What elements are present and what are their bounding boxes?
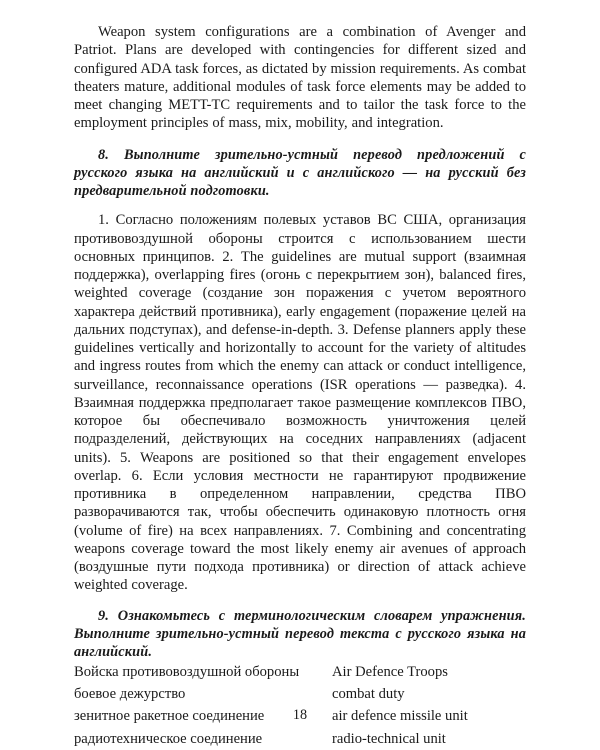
glossary-term-russian: Войска противовоздушной обороны: [74, 664, 300, 681]
exercise-9-heading: 9. Ознакомьтесь с терминологическим словарем упражнения. Выполните зрительно-устный перевод текста с русского языка на английский.: [74, 607, 526, 660]
glossary-term-english: combat duty: [332, 686, 405, 703]
glossary-term-russian: боевое дежурство: [74, 686, 186, 703]
glossary-term-english: Air Defence Troops: [332, 664, 448, 681]
glossary-term-russian: радиотехническое соединение: [74, 730, 263, 747]
table-row: [74, 683, 526, 705]
paragraph-intro: Weapon system configurations are a combination of Avenger and Patriot. Plans are developed with contingencies for different sized and configured ADA task forces, as dictated by mission requirements. As combat theaters mature, additional modules of task force elements may be added to meet changing METT-TC requirements and to tailor the task force to the employment principles of mass, mix, mobility, and integration.: [74, 24, 526, 132]
exercise-8-heading: 8. Выполните зрительно-устный перевод предложений с русского языка на английский и с английского — на русский без предварительной подготовки.: [74, 146, 526, 199]
table-row: [74, 661, 526, 683]
table-row: [74, 728, 526, 750]
glossary-term-english: air defence missile unit: [332, 708, 468, 725]
glossary-term-english: radio-technical unit: [332, 730, 446, 747]
page-number: 18: [292, 707, 308, 723]
exercise-8-body: 1. Согласно положениям полевых уставов ВС США, организация противовоздушной обороны строится с использованием шести основных принципов. 2. The guidelines are mutual support (взаимная поддержка), overlapping fires (огонь с перекрытием зон), balanced fires, weighted coverage (создание зон поражения с учетом вероятного характера действий противника), early engagement (поражение целей на дальних подступах), and defense-in-depth. 3. Defense planners apply these guidelines vertically and horizontally to account for the variety of altitudes and ingress routes from which the enemy can attack or conduct intelligence, surveillance, reconnaissance operations (ISR operations — разведка). 4. Взаимная поддержка предполагает такое размещение комплексов ПВО, которое бы обеспечивало возможность уничтожения целей подразделений, действующих на соседних направлениях (adjacent units). 5. Weapons are positioned so that their engagement envelopes overlap. 6. Если условия местности не гарантируют продвижение противника в определенном направлении, средства ПВО разворачиваются так, чтобы обеспечить одинаковую плотность огня (volume of fire) на всех направлениях. 7. Combining and concentrating weapons coverage toward the most likely enemy air avenues of approach (воздушные пути подхода противника) or direction of attack achieve weighted coverage.: [74, 212, 526, 594]
document-page: [74, 0, 526, 750]
glossary-term-russian: зенитное ракетное соединение: [74, 708, 265, 725]
